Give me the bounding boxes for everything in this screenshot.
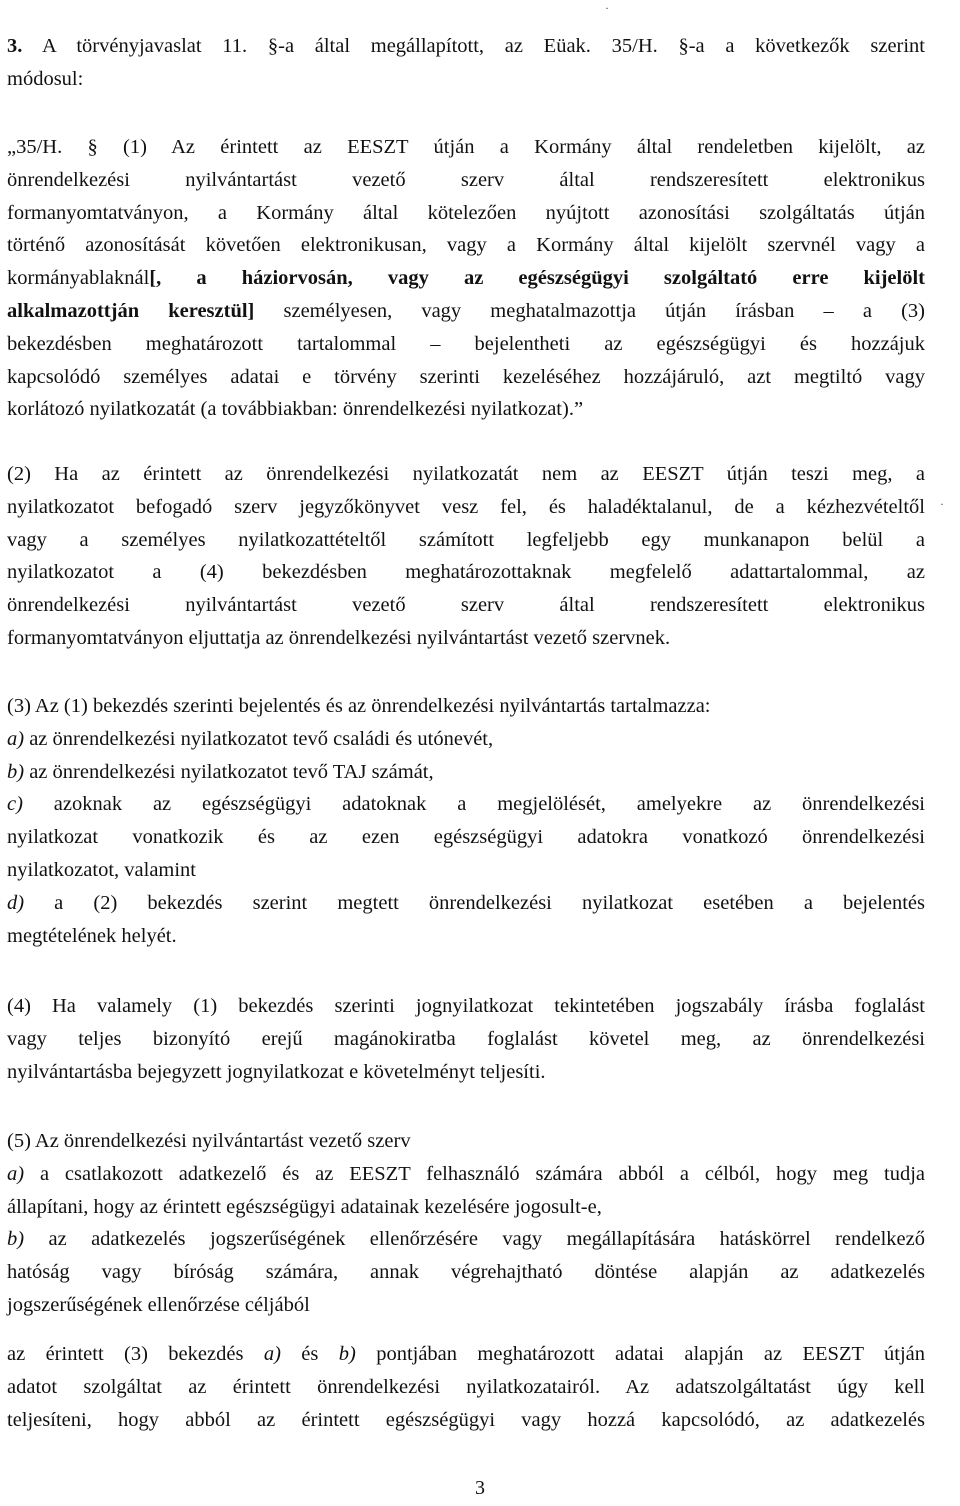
item-text: a (2) bekezdés szerint megtett önrendelkezési nyilatkozat esetében a bejelentés bbox=[24, 891, 925, 914]
p4-line: vagy teljes bizonyító erejű magánokiratba foglalást követel meg, az önrendelkezési bbox=[7, 1027, 925, 1050]
p1-line: korlátozó nyilatkozatát (a továbbiakban: önrendelkezési nyilatkozat).” bbox=[7, 398, 584, 421]
item-text: az adatkezelés jogszerűségének ellenőrzésére vagy megállapítására hatáskörrel rendelkező bbox=[24, 1228, 925, 1251]
item-text: a csatlakozott adatkezelő és az EESZT felhasználó számára abból a célból, hogy meg tudja bbox=[24, 1162, 925, 1185]
p3-line: megtételének helyét. bbox=[7, 924, 177, 947]
paragraph-2 bbox=[7, 458, 925, 655]
p3-line: nyilatkozat vonatkozik és az ezen egészségügyi adatokra vonatkozó önrendelkezési bbox=[7, 826, 925, 849]
p1-line: „35/H. § (1) Az érintett az EESZT útján a Kormány által rendeletben kijelölt, az bbox=[7, 136, 925, 158]
paragraph-6 bbox=[7, 1338, 925, 1436]
p3-item-b bbox=[7, 756, 925, 789]
item-label: b) bbox=[338, 1343, 356, 1365]
intro-line-1 bbox=[7, 30, 925, 63]
item-text: azoknak az egészségügyi adatoknak a megjelölését, amelyekre az önrendelkezési bbox=[22, 793, 925, 816]
deleted-text-bold: alkalmazottján keresztül] bbox=[7, 299, 255, 322]
paragraph-4 bbox=[7, 990, 925, 1088]
p6-text: pontjában meghatározott adatai alapján az EESZT útján bbox=[355, 1343, 926, 1365]
p6-line bbox=[7, 1338, 925, 1371]
p2-line: önrendelkezési nyilvántartást vezető szerv által rendszeresített elektronikus bbox=[7, 594, 925, 617]
p3-item-c bbox=[7, 788, 925, 821]
p1-line: történő azonosítását követően elektronikusan, vagy a Kormány által kijelölt szervnél vagy a bbox=[7, 234, 925, 257]
item-text: az önrendelkezési nyilatkozatot tevő családi és utónevét, bbox=[24, 727, 494, 750]
p2-line: vagy a személyes nyilatkozattételtől számított legfeljebb egy munkanapon belül a bbox=[7, 528, 925, 551]
item-label: b) bbox=[7, 760, 25, 783]
paragraph-1 bbox=[7, 131, 925, 426]
p2-line: formanyomtatványon eljuttatja az önrendelkezési nyilvántartást vezető szervnek. bbox=[7, 626, 671, 649]
p1-line: önrendelkezési nyilvántartást vezető szerv által rendszeresített elektronikus bbox=[7, 168, 925, 191]
scan-mark: · bbox=[940, 497, 944, 511]
p1-line: formanyomtatványon, a Kormány által kötelezően nyújtott azonosítási szolgáltatás útján bbox=[7, 201, 925, 224]
p6-text: az érintett (3) bekezdés bbox=[7, 1343, 264, 1365]
p5-line: állapítani, hogy az érintett egészségügyi adatainak kezelésére jogosult-e, bbox=[7, 1195, 602, 1218]
p2-line: (2) Ha az érintett az önrendelkezési nyilatkozatát nem az EESZT útján teszi meg, a bbox=[7, 463, 925, 485]
p1-line bbox=[7, 262, 925, 295]
p2-line: nyilatkozatot a (4) bekezdésben meghatározottaknak megfelelő adattartalommal, az bbox=[7, 561, 925, 584]
p6-text: és bbox=[280, 1343, 339, 1365]
p6-line: adatot szolgáltat az érintett önrendelkezési nyilatkozatairól. Az adatszolgáltatást úgy kell bbox=[7, 1375, 925, 1398]
item-label: a) bbox=[263, 1343, 281, 1365]
intro-paragraph bbox=[7, 30, 925, 96]
p1-text: kormányablaknál bbox=[7, 267, 150, 290]
p4-line: nyilvántartásba bejegyzett jognyilatkozat e követelményt teljesíti. bbox=[7, 1060, 546, 1083]
p4-line: (4) Ha valamely (1) bekezdés szerinti jognyilatkozat tekintetében jogszabály írásba foglalást bbox=[7, 995, 925, 1017]
p5-item-a bbox=[7, 1158, 925, 1191]
p3-line: nyilatkozatot, valamint bbox=[7, 858, 197, 881]
page-number: 3 bbox=[475, 1477, 485, 1499]
item-label: d) bbox=[7, 891, 25, 914]
deleted-text-bold: [, a háziorvosán, vagy az egészségügyi szolgáltató erre kijelölt bbox=[149, 267, 925, 290]
p2-line: nyilatkozatot befogadó szerv jegyzőkönyvet vesz fel, és haladéktalanul, de a kézhezvételtől bbox=[7, 495, 925, 518]
item-label: a) bbox=[7, 1162, 25, 1185]
p1-line: bekezdésben meghatározott tartalommal – bejelentheti az egészségügyi és hozzájuk bbox=[7, 332, 925, 355]
p5-intro: (5) Az önrendelkezési nyilvántartást vezető szerv bbox=[7, 1130, 411, 1152]
paragraph-5 bbox=[7, 1125, 925, 1322]
item-label: c) bbox=[7, 793, 23, 816]
p5-item-b bbox=[7, 1223, 925, 1256]
section-number: 3. bbox=[7, 35, 23, 57]
p6-line: teljesíteni, hogy abból az érintett egészségügyi vagy hozzá kapcsolódó, az adatkezelés bbox=[7, 1408, 925, 1431]
p5-line: hatóság vagy bíróság számára, annak végrehajtható döntése alapján az adatkezelés bbox=[7, 1261, 925, 1284]
p1-line: kapcsolódó személyes adatai e törvény szerinti kezeléséhez hozzájáruló, azt megtiltó vagy bbox=[7, 365, 925, 388]
p3-intro: (3) Az (1) bekezdés szerinti bejelentés és az önrendelkezési nyilvántartás tartalmazza: bbox=[7, 695, 711, 717]
p1-line bbox=[7, 295, 925, 328]
p3-item-d bbox=[7, 887, 925, 920]
intro-text: A törvényjavaslat 11. §-a által megállapított, az Eüak. 35/H. §-a a következők szerint bbox=[41, 35, 926, 57]
item-label: a) bbox=[7, 727, 25, 750]
item-label: b) bbox=[7, 1228, 25, 1251]
p5-line: jogszerűségének ellenőrzése céljából bbox=[7, 1293, 310, 1316]
intro-line-2: módosul: bbox=[7, 67, 84, 90]
item-text: az önrendelkezési nyilatkozatot tevő TAJ számát, bbox=[24, 760, 434, 783]
p1-text: személyesen, vagy meghatalmazottja útján írásban – a (3) bbox=[254, 299, 925, 322]
scan-mark: · bbox=[605, 1, 609, 15]
p3-item-a bbox=[7, 723, 925, 756]
paragraph-3 bbox=[7, 690, 925, 952]
